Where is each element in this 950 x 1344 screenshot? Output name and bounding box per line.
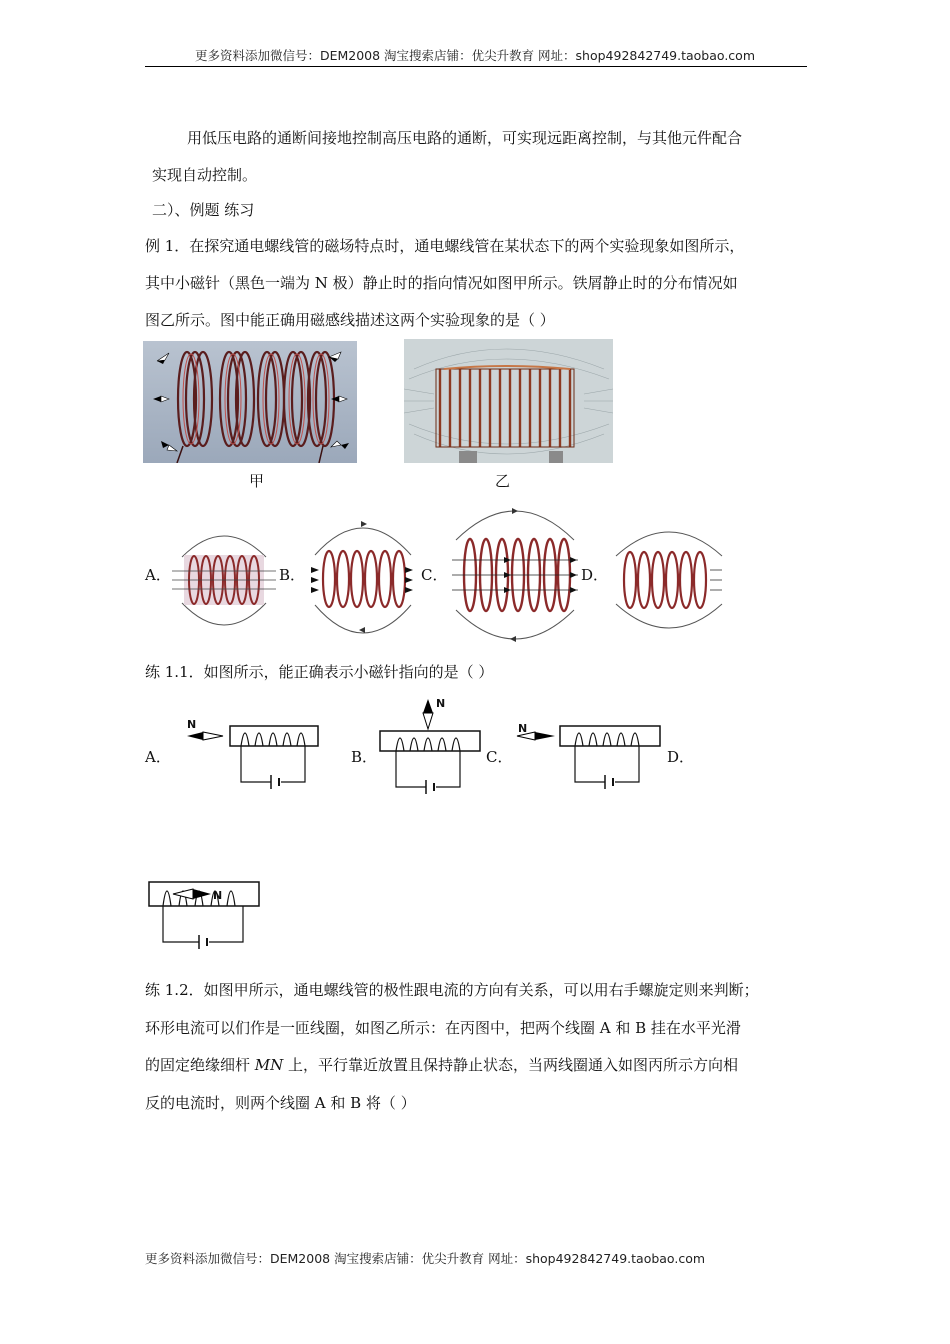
example1-option-a[interactable]: A．	[145, 566, 171, 584]
example1-line-3: 图乙所示。图中能正确用磁感线描述这两个实验现象的是（ ）	[145, 311, 555, 329]
needle-label-a: N	[187, 718, 197, 731]
practice12-line-3b: 上，平行靠近放置且保持静止状态，当两线圈通入如图丙所示方向相	[283, 1056, 739, 1074]
example1-option-c[interactable]: C．	[421, 566, 448, 584]
page-footer: 更多资料添加微信号：DEM2008 淘宝搜索店铺：优尖升教育 网址：shop492842749.taobao.com	[145, 1251, 706, 1266]
example1-line-1: 例 1．在探究通电螺线管的磁场特点时，通电螺线管在某状态下的两个实验现象如图所示，	[145, 237, 745, 255]
practice11-option-c[interactable]: C．	[486, 748, 513, 766]
coil-compass-figure	[143, 341, 357, 463]
practice12-line-4: 反的电流时，则两个线圈 A 和 B 将（ ）	[145, 1094, 416, 1112]
section-title: 二）、例题 练习	[152, 201, 255, 219]
needle-label-b: N	[436, 697, 446, 710]
page-header: 更多资料添加微信号：DEM2008 淘宝搜索店铺：优尖升教育 网址：shop492842749.taobao.com	[194, 48, 756, 63]
example1-figure-d	[610, 520, 728, 638]
practice11-circuit-c	[515, 712, 665, 792]
practice11-circuit-a	[183, 712, 333, 792]
example1-figure-a	[168, 525, 280, 635]
practice12-line-1: 练 1.2．如图甲所示，通电螺线管的极性跟电流的方向有关系，可以用右手螺旋定则来判断；	[145, 981, 759, 999]
practice11-question: 练 1.1．如图所示，能正确表示小磁针指向的是（ ）	[145, 663, 494, 681]
photo-coil-compass	[143, 341, 357, 463]
example1-option-b[interactable]: B．	[279, 566, 306, 584]
practice11-option-a[interactable]: A．	[145, 748, 171, 766]
intro-line-2: 实现自动控制。	[152, 166, 258, 184]
photo-iron-filings	[404, 339, 613, 463]
header-rule	[145, 66, 807, 67]
iron-filings-figure	[404, 339, 613, 463]
intro-line-1: 用低压电路的通断间接地控制高压电路的通断，可实现远距离控制，与其他元件配合	[187, 129, 743, 147]
caption-yi: 乙	[495, 472, 511, 490]
example1-figure-c	[450, 500, 580, 650]
needle-label-c: N	[518, 722, 528, 735]
practice12-line-2: 环形电流可以们作是一匝线圈，如图乙所示：在丙图中，把两个线圈 A 和 B 挂在水平光滑	[145, 1019, 741, 1037]
example1-option-d[interactable]: D．	[581, 566, 609, 584]
practice11-circuit-b	[378, 695, 488, 795]
practice12-line-3	[145, 1055, 738, 1075]
example1-figure-b	[305, 515, 420, 640]
practice11-option-b[interactable]: B．	[351, 748, 378, 766]
rod-label-mn: MN	[254, 1056, 284, 1074]
example1-line-2: 其中小磁针（黑色一端为 N 极）静止时的指向情况如图甲所示。铁屑静止时的分布情况如	[145, 274, 738, 292]
needle-label-d: N	[213, 889, 223, 902]
practice11-circuit-d	[145, 872, 265, 952]
practice12-line-3a: 的固定绝缘细杆	[145, 1056, 255, 1074]
caption-jia: 甲	[249, 472, 265, 490]
practice11-option-d[interactable]: D．	[667, 748, 695, 766]
